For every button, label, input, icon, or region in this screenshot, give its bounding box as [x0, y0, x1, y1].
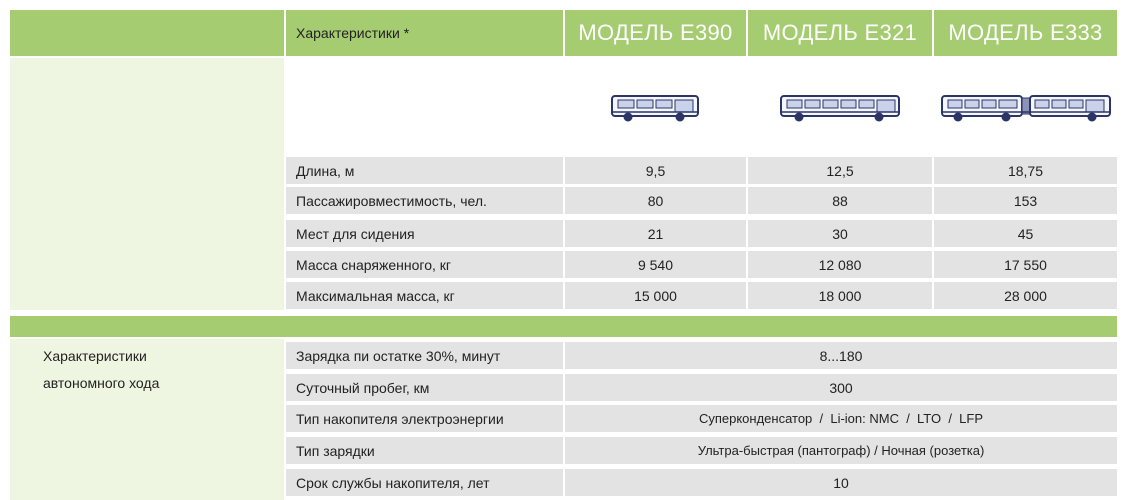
articulated-bus-icon	[940, 92, 1112, 124]
spec-value: 17 550	[934, 251, 1117, 278]
spec-label-capacity: Пассажировместимость, чел.	[286, 187, 563, 214]
spec-label-max-weight: Максимальная масса, кг	[286, 282, 563, 309]
autonomy-label-daily-mileage: Суточный пробег, км	[286, 374, 563, 401]
spec-value: 12 080	[748, 251, 932, 278]
spec-value: 88	[748, 187, 932, 214]
characteristics-header: Характеристики *	[286, 10, 563, 56]
autonomy-value-charging: 8...180	[565, 342, 1117, 369]
spec-value: 28 000	[934, 282, 1117, 309]
section-divider	[10, 316, 1117, 337]
autonomy-label-storage-type: Тип накопителя электроэнергии	[286, 405, 563, 432]
spec-value: 30	[748, 220, 932, 247]
spec-value: 153	[934, 187, 1117, 214]
autonomy-label-service-life: Срок службы накопителя, лет	[286, 469, 563, 496]
autonomy-label-charging-type: Тип зарядки	[286, 437, 563, 464]
standard-bus-icon	[779, 92, 903, 124]
spec-value: 12,5	[748, 157, 932, 184]
short-bus-icon	[610, 92, 702, 124]
spec-value: 80	[565, 187, 746, 214]
model-e321-header: МОДЕЛЬ Е321	[748, 10, 932, 56]
autonomy-section-label-line2: автономного хода	[43, 375, 160, 391]
autonomy-value-service-life: 10	[565, 469, 1117, 496]
autonomy-value-charging-type: Ультра-быстрая (пантограф) / Ночная (розетка)	[565, 437, 1117, 464]
spec-value: 9 540	[565, 251, 746, 278]
spec-value: 45	[934, 220, 1117, 247]
autonomy-label-charging: Зарядка пи остатке 30%, минут	[286, 342, 563, 369]
model-e333-header: МОДЕЛЬ Е333	[934, 10, 1117, 56]
spec-value: 15 000	[565, 282, 746, 309]
spec-value: 18 000	[748, 282, 932, 309]
model-e390-header: МОДЕЛЬ Е390	[565, 10, 746, 56]
spec-value: 21	[565, 220, 746, 247]
spec-label-curb-weight: Масса снаряженного, кг	[286, 251, 563, 278]
autonomy-section-panel	[10, 339, 284, 500]
spec-value: 18,75	[934, 157, 1117, 184]
autonomy-value-daily-mileage: 300	[565, 374, 1117, 401]
spec-label-seats: Мест для сидения	[286, 220, 563, 247]
autonomy-value-storage-type: Суперконденсатор / Li-ion: NMC / LTO / LFP	[565, 405, 1117, 432]
left-panel-top	[10, 58, 284, 310]
header-left-cell	[10, 10, 284, 56]
autonomy-section-label-line1: Характеристики	[43, 348, 147, 364]
spec-label-length: Длина, м	[286, 157, 563, 184]
spec-value: 9,5	[565, 157, 746, 184]
